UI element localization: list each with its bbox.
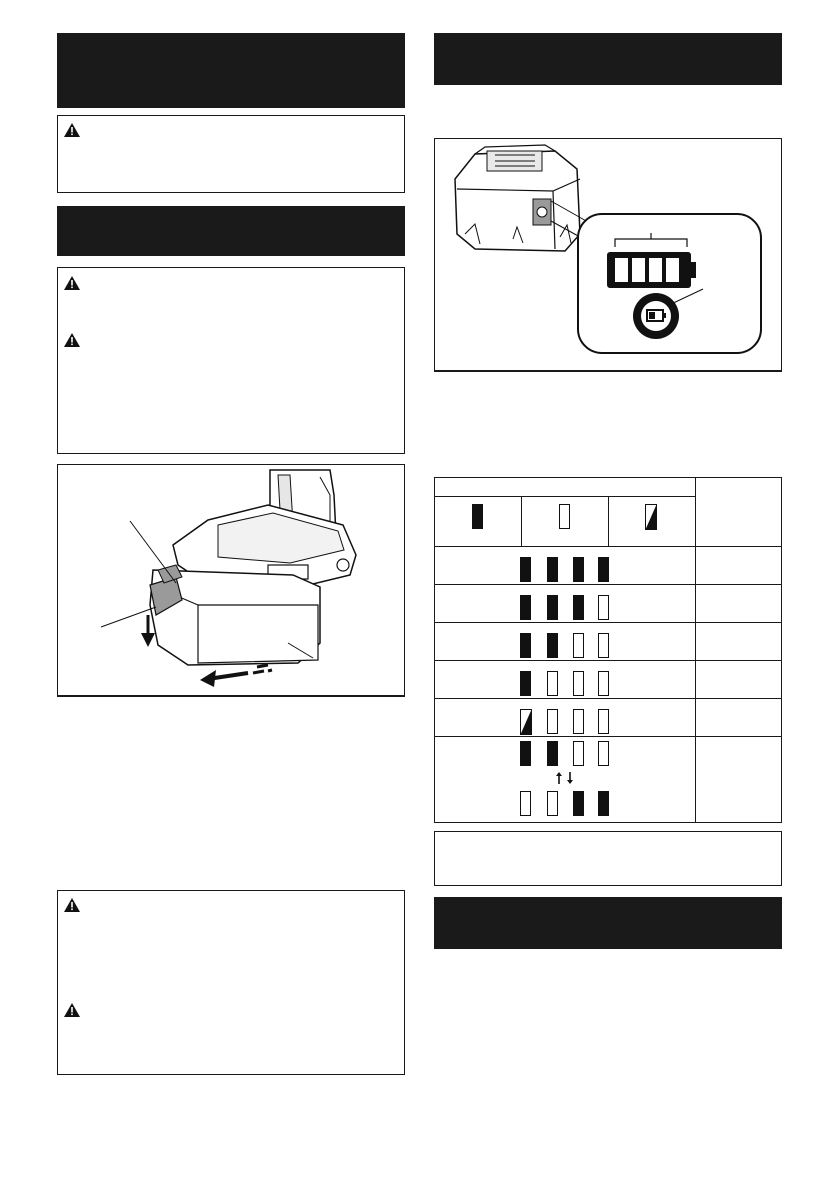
lit-segment-icon [520,741,531,766]
lit-segment-icon [520,633,531,658]
up-arrow-icon [555,772,563,784]
lit-segment-icon [520,557,531,582]
unlit-segment-icon [520,791,531,816]
unlit-segment-icon [598,595,609,620]
unlit-segment-icon [598,633,609,658]
lit-segment-icon [598,791,609,816]
battery-removal-figure [57,464,405,697]
warning-triangle-icon [64,276,80,290]
lit-segment-icon [472,504,483,529]
lit-segment-icon [573,595,584,620]
battery-indicator-illustration [435,139,781,370]
note-box [434,831,782,886]
battery-removal-illustration [58,465,404,695]
unlit-segment-icon [547,709,558,734]
table-rule [434,660,782,661]
table-rule [608,496,609,546]
lit-segment-icon [547,633,558,658]
table-rule [434,584,782,585]
section-heading-bar-4 [434,897,782,949]
lit-segment-icon [573,557,584,582]
lit-segment-icon [520,671,531,696]
lit-segment-icon [547,741,558,766]
warning-box-2 [57,267,405,454]
table-rule [434,622,782,623]
unlit-segment-icon [547,791,558,816]
table-rule [434,496,695,497]
unlit-segment-icon [598,671,609,696]
section-heading-bar-1 [57,33,405,108]
warning-triangle-icon [64,123,80,137]
down-arrow-icon [566,772,574,784]
battery-indicator-figure [434,138,782,372]
unlit-segment-icon [573,709,584,734]
unlit-segment-icon [598,741,609,766]
table-rule [521,496,522,546]
lit-segment-icon [573,791,584,816]
unlit-segment-icon [573,671,584,696]
section-heading-bar-3 [434,33,782,85]
lit-segment-icon [547,557,558,582]
table-rule [434,698,782,699]
warning-triangle-icon [64,1003,80,1017]
table-rule [434,546,782,547]
blinking-segment-icon [645,504,657,530]
unlit-segment-icon [573,741,584,766]
warning-triangle-icon [64,333,80,347]
lit-segment-icon [547,595,558,620]
lit-segment-icon [520,595,531,620]
unlit-segment-icon [547,671,558,696]
section-heading-bar-2 [57,206,405,256]
table-rule [695,477,696,823]
blinking-segment-icon [520,709,532,735]
warning-triangle-icon [64,898,80,912]
warning-box-3 [57,890,405,1075]
lit-segment-icon [598,557,609,582]
table-rule [434,736,782,737]
unlit-segment-icon [598,709,609,734]
unlit-segment-icon [559,504,570,529]
warning-box-1 [57,115,405,193]
unlit-segment-icon [573,633,584,658]
